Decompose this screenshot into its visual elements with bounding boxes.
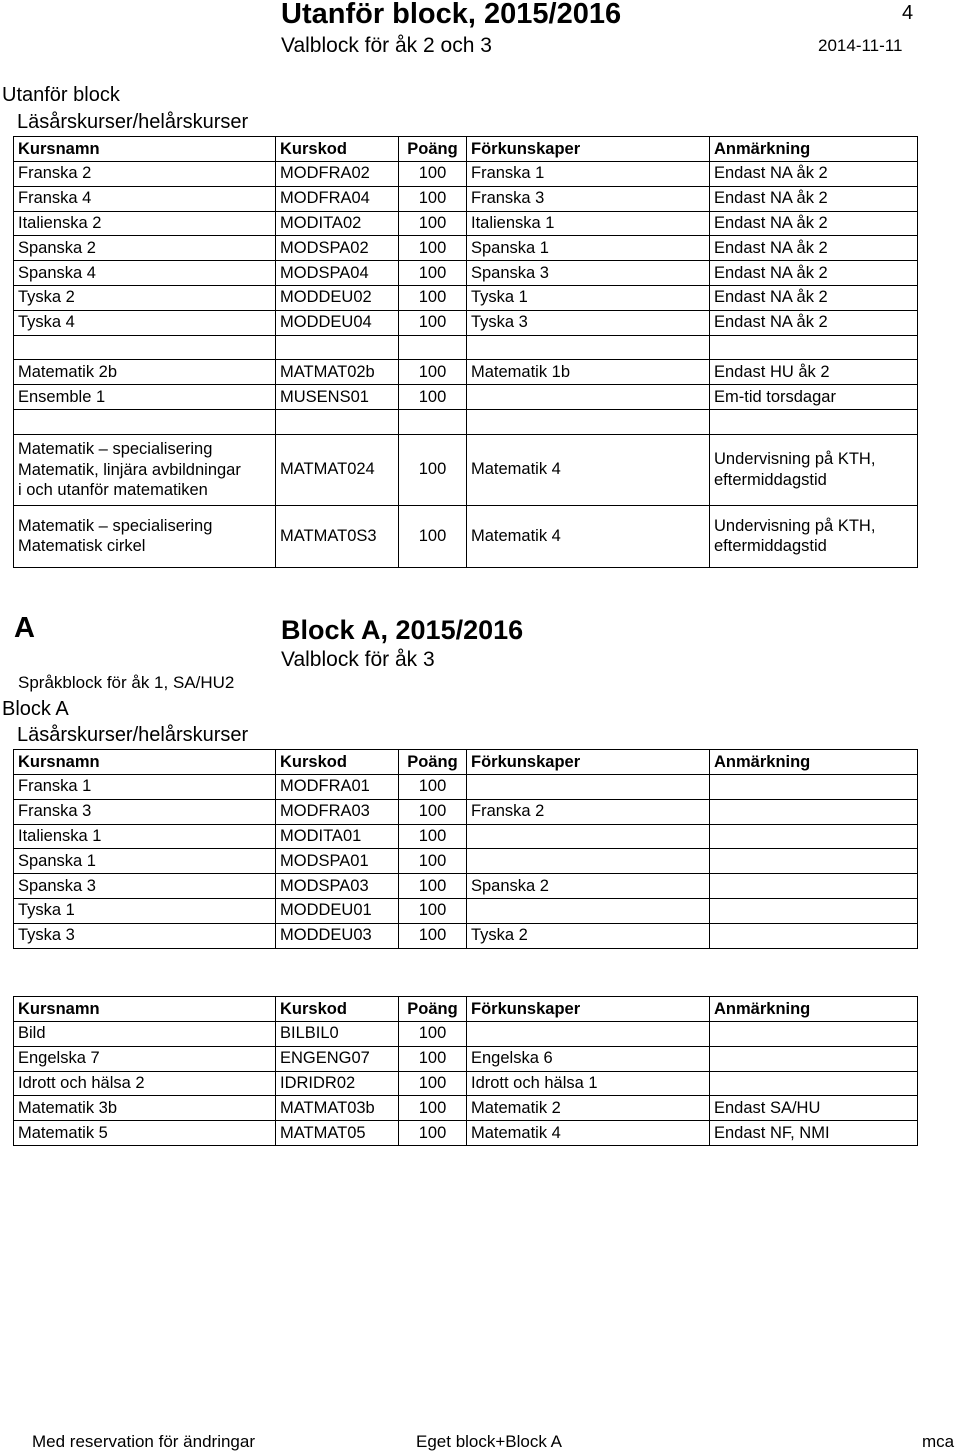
points-cell: 100	[399, 236, 467, 261]
table-row	[14, 824, 918, 849]
points-cell: 100	[399, 1121, 467, 1146]
course-code-cell: MODSPA03	[276, 874, 399, 899]
course-name-cell: Franska 2	[14, 162, 276, 187]
course-code-cell: BILBIL0	[276, 1022, 399, 1047]
page-number: 4	[902, 2, 914, 24]
remark-cell	[710, 923, 918, 948]
block-subtitle: Valblock för åk 3	[281, 648, 435, 671]
remark-line: eftermiddagstid	[714, 537, 827, 556]
prerequisite-cell	[467, 849, 710, 874]
course-code-cell: MODDEU01	[276, 898, 399, 923]
prerequisite-cell: Franska 2	[467, 799, 710, 824]
points-cell: 100	[399, 385, 467, 410]
course-code-cell: MODITA02	[276, 211, 399, 236]
remark-cell	[710, 799, 918, 824]
column-header: Förkunskaper	[467, 137, 710, 162]
prerequisite-cell: Matematik 4	[467, 434, 710, 505]
course-name-cell: Spanska 4	[14, 261, 276, 286]
course-code-cell: MODFRA01	[276, 775, 399, 800]
table-row-multiline	[14, 505, 918, 567]
course-name-cell	[14, 505, 276, 567]
course-code-cell: MUSENS01	[276, 385, 399, 410]
course-code-cell: MATMAT024	[276, 434, 399, 505]
remark-cell	[710, 898, 918, 923]
course-code-cell: MATMAT05	[276, 1121, 399, 1146]
points-cell: 100	[399, 285, 467, 310]
points-cell: 100	[399, 310, 467, 335]
table-row	[14, 775, 918, 800]
document-date: 2014-11-11	[818, 36, 903, 55]
course-code-cell: MODDEU04	[276, 310, 399, 335]
course-name-cell: Tyska 4	[14, 310, 276, 335]
course-code-cell: MODSPA04	[276, 261, 399, 286]
column-header: Kurskod	[276, 137, 399, 162]
course-code-cell: MODDEU03	[276, 923, 399, 948]
course-code-cell: MATMAT03b	[276, 1096, 399, 1121]
points-cell: 100	[399, 799, 467, 824]
remark-cell	[710, 1022, 918, 1047]
remark-cell: Endast NA åk 2	[710, 211, 918, 236]
empty-cell	[710, 409, 918, 434]
remark-cell: Endast NA åk 2	[710, 310, 918, 335]
remark-cell: Em-tid torsdagar	[710, 385, 918, 410]
empty-cell	[467, 335, 710, 360]
remark-cell	[710, 849, 918, 874]
remark-line: Undervisning på KTH,	[714, 450, 876, 469]
course-name-cell: Matematik 3b	[14, 1096, 276, 1121]
course-name-cell: Matematik 2b	[14, 360, 276, 385]
table-row	[14, 236, 918, 261]
block-title: Block A, 2015/2016	[281, 615, 524, 645]
empty-cell	[14, 409, 276, 434]
prerequisite-cell: Matematik 2	[467, 1096, 710, 1121]
column-header: Anmärkning	[710, 750, 918, 775]
table-row	[14, 874, 918, 899]
footer-disclaimer: Med reservation för ändringar	[32, 1432, 256, 1451]
prerequisite-cell: Tyska 2	[467, 923, 710, 948]
table-header-row	[14, 997, 918, 1022]
prerequisite-cell	[467, 385, 710, 410]
points-cell: 100	[399, 360, 467, 385]
points-cell: 100	[399, 898, 467, 923]
remark-cell	[710, 434, 918, 505]
table-header-row	[14, 137, 918, 162]
remark-cell: Endast NA åk 2	[710, 162, 918, 187]
points-cell: 100	[399, 775, 467, 800]
course-name-cell: Tyska 2	[14, 285, 276, 310]
courses-table-block-a	[13, 749, 918, 949]
prerequisite-cell	[467, 824, 710, 849]
column-header: Kursnamn	[14, 997, 276, 1022]
remark-cell: Endast NF, NMI	[710, 1121, 918, 1146]
remark-cell	[710, 1071, 918, 1096]
table-row	[14, 285, 918, 310]
courses-table-outside-block	[13, 136, 918, 568]
spacer-row	[14, 409, 918, 434]
remark-cell	[710, 824, 918, 849]
prerequisite-cell: Spanska 1	[467, 236, 710, 261]
prerequisite-cell: Matematik 4	[467, 505, 710, 567]
table-row	[14, 898, 918, 923]
block-subheading: Läsårskurser/helårskurser	[17, 724, 249, 746]
empty-cell	[467, 409, 710, 434]
empty-cell	[399, 409, 467, 434]
points-cell: 100	[399, 186, 467, 211]
remark-cell	[710, 775, 918, 800]
column-header: Anmärkning	[710, 997, 918, 1022]
remark-cell: Endast NA åk 2	[710, 261, 918, 286]
points-cell: 100	[399, 923, 467, 948]
points-cell: 100	[399, 211, 467, 236]
course-name-cell: Engelska 7	[14, 1046, 276, 1071]
remark-line: Undervisning på KTH,	[714, 516, 876, 535]
points-cell: 100	[399, 261, 467, 286]
course-name-line: i och utanför matematiken	[18, 481, 208, 500]
courses-table-block-a-2	[13, 996, 918, 1146]
spacer-row	[14, 335, 918, 360]
section-subheading: Läsårskurser/helårskurser	[17, 111, 249, 133]
course-name-cell: Idrott och hälsa 2	[14, 1071, 276, 1096]
prerequisite-cell: Spanska 3	[467, 261, 710, 286]
column-header: Poäng	[399, 750, 467, 775]
points-cell: 100	[399, 1071, 467, 1096]
block-intro: Språkblock för åk 1, SA/HU2	[18, 673, 235, 692]
course-code-cell: MODSPA02	[276, 236, 399, 261]
points-cell: 100	[399, 1046, 467, 1071]
course-name-cell: Bild	[14, 1022, 276, 1047]
column-header: Kursnamn	[14, 750, 276, 775]
prerequisite-cell: Franska 1	[467, 162, 710, 187]
prerequisite-cell	[467, 1022, 710, 1047]
table-row	[14, 1096, 918, 1121]
footer-block-name: Eget block+Block A	[416, 1432, 563, 1451]
course-code-cell: MATMAT0S3	[276, 505, 399, 567]
table-row	[14, 1022, 918, 1047]
course-name-cell: Franska 1	[14, 775, 276, 800]
empty-cell	[710, 335, 918, 360]
course-name-cell: Italienska 2	[14, 211, 276, 236]
prerequisite-cell	[467, 775, 710, 800]
table-header-row	[14, 750, 918, 775]
table-row-multiline	[14, 434, 918, 505]
course-name-cell: Spanska 2	[14, 236, 276, 261]
remark-cell: Endast NA åk 2	[710, 186, 918, 211]
course-name-cell: Spanska 3	[14, 874, 276, 899]
points-cell: 100	[399, 505, 467, 567]
remark-cell	[710, 1046, 918, 1071]
points-cell: 100	[399, 874, 467, 899]
points-cell: 100	[399, 434, 467, 505]
course-code-cell: MODFRA02	[276, 162, 399, 187]
column-header: Förkunskaper	[467, 750, 710, 775]
table-row	[14, 310, 918, 335]
prerequisite-cell: Tyska 3	[467, 310, 710, 335]
column-header: Poäng	[399, 997, 467, 1022]
remark-cell: Endast SA/HU	[710, 1096, 918, 1121]
table-row	[14, 849, 918, 874]
course-code-cell: MODFRA04	[276, 186, 399, 211]
table-row	[14, 799, 918, 824]
course-name-line: Matematisk cirkel	[18, 537, 146, 556]
empty-cell	[276, 335, 399, 360]
table-row	[14, 261, 918, 286]
points-cell: 100	[399, 1022, 467, 1047]
empty-cell	[276, 409, 399, 434]
footer-author: mca	[922, 1432, 955, 1451]
remark-line: eftermiddagstid	[714, 470, 827, 489]
course-name-line: Matematik – specialisering	[18, 440, 213, 459]
prerequisite-cell: Matematik 4	[467, 1121, 710, 1146]
points-cell: 100	[399, 824, 467, 849]
course-code-cell: ENGENG07	[276, 1046, 399, 1071]
course-code-cell: MODITA01	[276, 824, 399, 849]
prerequisite-cell: Idrott och hälsa 1	[467, 1071, 710, 1096]
prerequisite-cell: Italienska 1	[467, 211, 710, 236]
course-name-cell: Franska 4	[14, 186, 276, 211]
course-code-cell: MATMAT02b	[276, 360, 399, 385]
course-code-cell: MODSPA01	[276, 849, 399, 874]
prerequisite-cell: Matematik 1b	[467, 360, 710, 385]
prerequisite-cell: Engelska 6	[467, 1046, 710, 1071]
remark-cell: Endast HU åk 2	[710, 360, 918, 385]
course-name-cell: Italienska 1	[14, 824, 276, 849]
column-header: Kurskod	[276, 997, 399, 1022]
block-label: Block A	[2, 698, 69, 720]
column-header: Förkunskaper	[467, 997, 710, 1022]
course-name-cell	[14, 434, 276, 505]
block-letter: A	[14, 612, 35, 644]
remark-cell: Endast NA åk 2	[710, 285, 918, 310]
column-header: Poäng	[399, 137, 467, 162]
column-header: Kursnamn	[14, 137, 276, 162]
table-row	[14, 1071, 918, 1096]
prerequisite-cell: Franska 3	[467, 186, 710, 211]
course-name-cell: Tyska 3	[14, 923, 276, 948]
section-label-outside: Utanför block	[2, 84, 120, 106]
course-name-cell: Spanska 1	[14, 849, 276, 874]
course-code-cell: MODDEU02	[276, 285, 399, 310]
remark-cell	[710, 874, 918, 899]
remark-cell	[710, 505, 918, 567]
course-name-line: Matematik – specialisering	[18, 516, 213, 535]
course-code-cell: MODFRA03	[276, 799, 399, 824]
column-header: Anmärkning	[710, 137, 918, 162]
table-row	[14, 186, 918, 211]
course-name-cell: Tyska 1	[14, 898, 276, 923]
column-header: Kurskod	[276, 750, 399, 775]
table-row	[14, 211, 918, 236]
table-row	[14, 162, 918, 187]
points-cell: 100	[399, 162, 467, 187]
points-cell: 100	[399, 1096, 467, 1121]
table-row	[14, 1121, 918, 1146]
page-title: Utanför block, 2015/2016	[281, 0, 622, 30]
page-subtitle: Valblock för åk 2 och 3	[281, 34, 492, 57]
course-name-cell: Ensemble 1	[14, 385, 276, 410]
table-row	[14, 385, 918, 410]
remark-cell: Endast NA åk 2	[710, 236, 918, 261]
table-row	[14, 1046, 918, 1071]
table-row	[14, 360, 918, 385]
table-row	[14, 923, 918, 948]
points-cell: 100	[399, 849, 467, 874]
empty-cell	[399, 335, 467, 360]
course-name-cell: Franska 3	[14, 799, 276, 824]
course-name-cell: Matematik 5	[14, 1121, 276, 1146]
prerequisite-cell: Spanska 2	[467, 874, 710, 899]
course-code-cell: IDRIDR02	[276, 1071, 399, 1096]
course-name-line: Matematik, linjära avbildningar	[18, 460, 241, 479]
prerequisite-cell	[467, 898, 710, 923]
prerequisite-cell: Tyska 1	[467, 285, 710, 310]
empty-cell	[14, 335, 276, 360]
